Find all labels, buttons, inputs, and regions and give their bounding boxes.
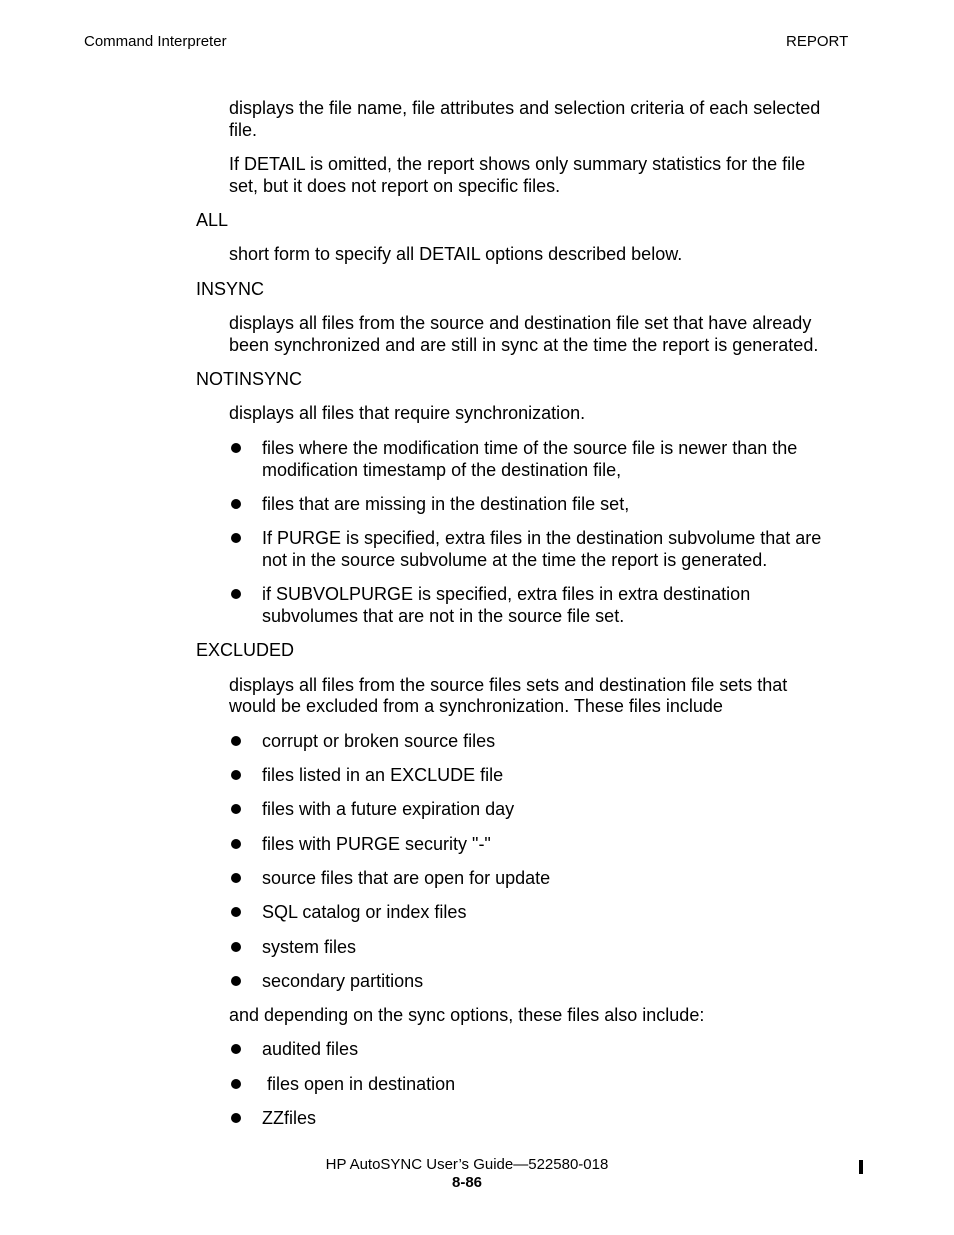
- list-item: SQL catalog or index files: [262, 902, 467, 922]
- bullet-icon: [231, 804, 241, 814]
- bullet-icon: [231, 443, 241, 453]
- bullet-icon: [231, 770, 241, 780]
- excluded-description-line-2: would be excluded from a synchronization. These files include: [229, 696, 723, 716]
- insync-description-line-2: been synchronized and are still in sync at the time the report is generated.: [229, 335, 819, 355]
- term-all: ALL: [196, 210, 229, 230]
- list-item: secondary partitions: [262, 971, 424, 991]
- list-item: ZZfiles: [262, 1108, 316, 1128]
- list-item: not in the source subvolume at the time the report is generated.: [262, 550, 768, 570]
- page-number: 8-86: [451, 1174, 483, 1191]
- notinsync-description: displays all files that require synchronization.: [229, 403, 586, 423]
- running-header-right: REPORT: [786, 33, 849, 50]
- bullet-icon: [231, 942, 241, 952]
- list-item: system files: [262, 937, 357, 957]
- list-item: files with PURGE security "-": [262, 834, 491, 854]
- list-item: files listed in an EXCLUDE file: [262, 765, 504, 785]
- depending-description: and depending on the sync options, these files also include:: [229, 1005, 705, 1025]
- bullet-icon: [231, 839, 241, 849]
- bullet-icon: [231, 1079, 241, 1089]
- list-item: If PURGE is specified, extra files in the destination subvolume that are: [262, 528, 822, 548]
- bullet-icon: [231, 1113, 241, 1123]
- insync-description-line-1: displays all files from the source and destination file set that have already: [229, 313, 812, 333]
- list-item: audited files: [262, 1039, 359, 1059]
- list-item: source files that are open for update: [262, 868, 551, 888]
- running-header-left: Command Interpreter: [84, 33, 227, 50]
- list-item: if SUBVOLPURGE is specified, extra files in extra destination: [262, 584, 751, 604]
- excluded-description-line-1: displays all files from the source files sets and destination file sets that: [229, 675, 788, 695]
- list-item: corrupt or broken source files: [262, 731, 496, 751]
- detail-description-line-1: displays the file name, file attributes and selection criteria of each selected: [229, 98, 821, 118]
- bullet-icon: [231, 873, 241, 883]
- term-excluded: EXCLUDED: [196, 640, 295, 660]
- list-item: files open in destination: [262, 1074, 456, 1094]
- bullet-icon: [231, 1044, 241, 1054]
- term-insync: INSYNC: [196, 279, 265, 299]
- bullet-icon: [231, 976, 241, 986]
- bullet-icon: [231, 907, 241, 917]
- list-item: files where the modification time of the source file is newer than the: [262, 438, 798, 458]
- detail-omitted-line-1: If DETAIL is omitted, the report shows only summary statistics for the file: [229, 154, 806, 174]
- list-item: files with a future expiration day: [262, 799, 515, 819]
- detail-omitted-line-2: set, but it does not report on specific files.: [229, 176, 561, 196]
- change-bar: [859, 1160, 863, 1174]
- list-item: modification timestamp of the destination file,: [262, 460, 622, 480]
- list-item: files that are missing in the destination file set,: [262, 494, 630, 514]
- bullet-icon: [231, 499, 241, 509]
- footer-guide-title: HP AutoSYNC User’s Guide—522580-018: [325, 1156, 609, 1173]
- bullet-icon: [231, 533, 241, 543]
- list-item: subvolumes that are not in the source file set.: [262, 606, 625, 626]
- all-description: short form to specify all DETAIL options described below.: [229, 244, 683, 264]
- detail-description-line-2: file.: [229, 120, 258, 140]
- bullet-icon: [231, 589, 241, 599]
- term-notinsync: NOTINSYNC: [196, 369, 303, 389]
- bullet-icon: [231, 736, 241, 746]
